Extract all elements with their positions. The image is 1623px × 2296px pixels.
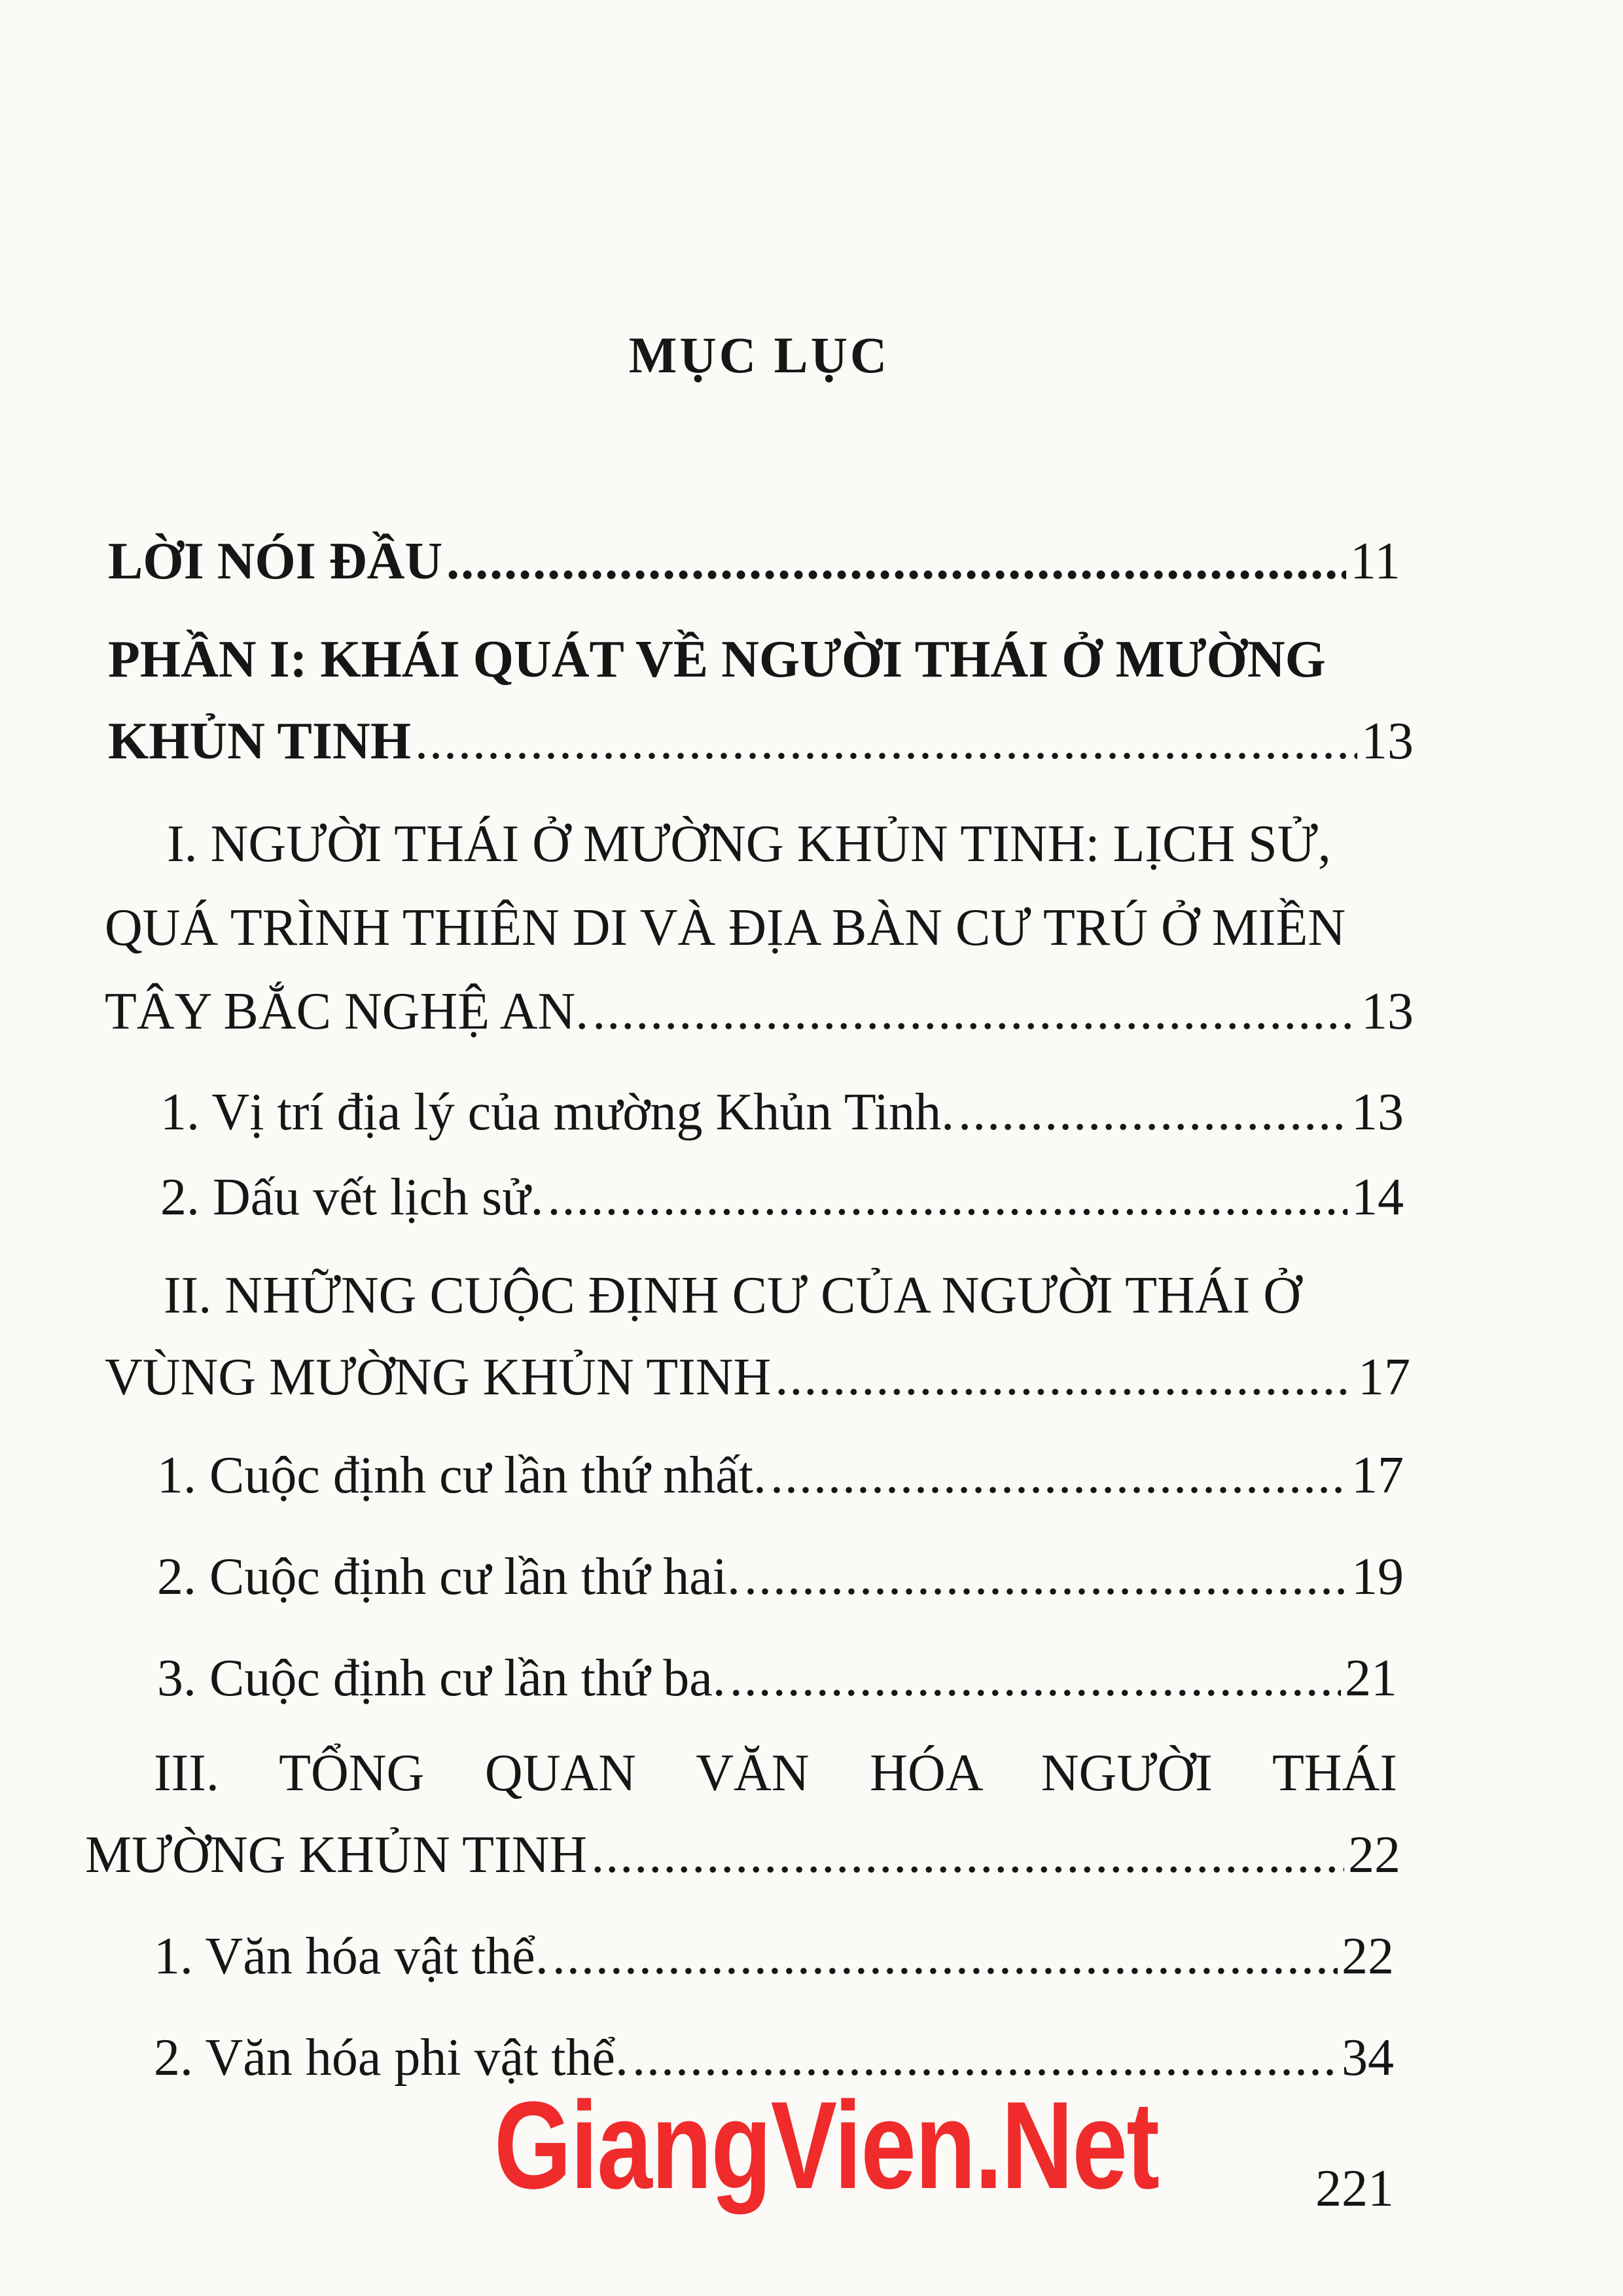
toc-entry-title-line: I. NGƯỜI THÁI Ở MƯỜNG KHỦN TINH: LỊCH SỬ, (167, 815, 1331, 873)
watermark: GiangVien.Net (494, 2076, 1159, 2215)
toc-dot-leader (958, 1086, 1347, 1139)
toc-entry-subsection (157, 1652, 1397, 1718)
toc-entry-subsection (160, 1171, 1404, 1237)
toc-entry-section-1 (105, 815, 1420, 1040)
toc-page-number: 14 (1351, 1169, 1404, 1226)
toc-entry-title: 2. Dấu vết lịch sử. (160, 1169, 544, 1226)
toc-page-number: 11 (1349, 533, 1400, 590)
toc-entry-title: 1. Văn hóa vật thể. (154, 1928, 548, 1985)
toc-entry-subsection (157, 1449, 1404, 1515)
toc-page-number: 13 (1361, 713, 1414, 770)
toc-entry-subsection (157, 1548, 1404, 1616)
toc-dot-leader (547, 1171, 1347, 1224)
toc-entry-title: TÂY BẮC NGHỆ AN. (105, 983, 589, 1040)
toc-page-number: 34 (1342, 2029, 1394, 2087)
toc-leader-line (160, 1171, 1404, 1224)
toc-entry-section-2 (105, 1269, 1420, 1413)
toc-page-number: 17 (1351, 1447, 1404, 1504)
toc-entry-preface (108, 535, 1400, 601)
toc-entry-title-line: III. TỔNG QUAN VĂN HÓA NGƯỜI THÁI (154, 1744, 1397, 1802)
toc-entry-title: KHỦN TINH (108, 713, 412, 770)
toc-page-number: 13 (1351, 1084, 1404, 1141)
toc-leader-line (157, 1449, 1404, 1502)
toc-leader-line (108, 535, 1400, 588)
toc-leader-line (157, 1650, 1397, 1707)
toc-page-number: 19 (1351, 1548, 1404, 1606)
toc-entry-title: LỜI NÓI ĐẦU (108, 533, 443, 590)
toc-entry-title: 3. Cuộc định cư lần thứ ba. (157, 1650, 726, 1707)
toc-entry-title: 1. Vị trí địa lý của mường Khủn Tinh. (160, 1084, 955, 1141)
toc-dot-leader (775, 1351, 1354, 1404)
toc-dot-leader (415, 715, 1357, 768)
toc-entry-subsection (154, 1930, 1394, 1996)
toc-leader-line (105, 1351, 1410, 1404)
toc-dot-leader (446, 535, 1346, 588)
toc-dot-leader (730, 1652, 1341, 1704)
toc-entry-title: VÙNG MƯỜNG KHỦN TINH (105, 1349, 772, 1406)
toc-page-number: 22 (1348, 1826, 1400, 1884)
toc-entry-title: 2. Cuộc định cư lần thứ hai. (157, 1548, 741, 1606)
toc-entry-title: MƯỜNG KHỦN TINH (85, 1826, 588, 1884)
toc-dot-leader (591, 1829, 1344, 1881)
toc-dot-leader (592, 985, 1357, 1038)
page-number: 221 (1315, 2160, 1394, 2217)
toc-page-number: 22 (1342, 1928, 1394, 1985)
toc-dot-leader (744, 1551, 1347, 1603)
toc-page-number: 13 (1361, 983, 1414, 1040)
page-title: MỤC LỤC (628, 327, 890, 383)
toc-dot-leader (770, 1449, 1347, 1502)
toc-leader-line (85, 1826, 1400, 1884)
toc-page-number: 17 (1358, 1349, 1410, 1406)
toc-leader-line (157, 1548, 1404, 1606)
toc-entry-title-line: PHẦN I: KHÁI QUÁT VỀ NGƯỜI THÁI Ở MƯỜNG (108, 631, 1326, 688)
toc-entry-title-line: QUÁ TRÌNH THIÊN DI VÀ ĐỊA BÀN CƯ TRÚ Ở MIỀN (105, 899, 1346, 957)
toc-leader-line (160, 1086, 1404, 1139)
toc-leader-line (154, 1930, 1394, 1983)
toc-leader-line (108, 715, 1414, 768)
toc-entry-part-1 (108, 633, 1417, 777)
toc-page-number: 21 (1345, 1650, 1397, 1707)
toc-entry-title: 1. Cuộc định cư lần thứ nhất. (157, 1447, 767, 1504)
toc-entry-subsection (160, 1086, 1404, 1152)
toc-entry-title: 2. Văn hóa phi vật thể. (154, 2029, 629, 2087)
toc-dot-leader (552, 1930, 1338, 1983)
toc-entry-section-3 (85, 1744, 1400, 1891)
toc-leader-line (105, 985, 1414, 1038)
toc-entry-title-line: II. NHỮNG CUỘC ĐỊNH CƯ CỦA NGƯỜI THÁI Ở (164, 1267, 1302, 1324)
